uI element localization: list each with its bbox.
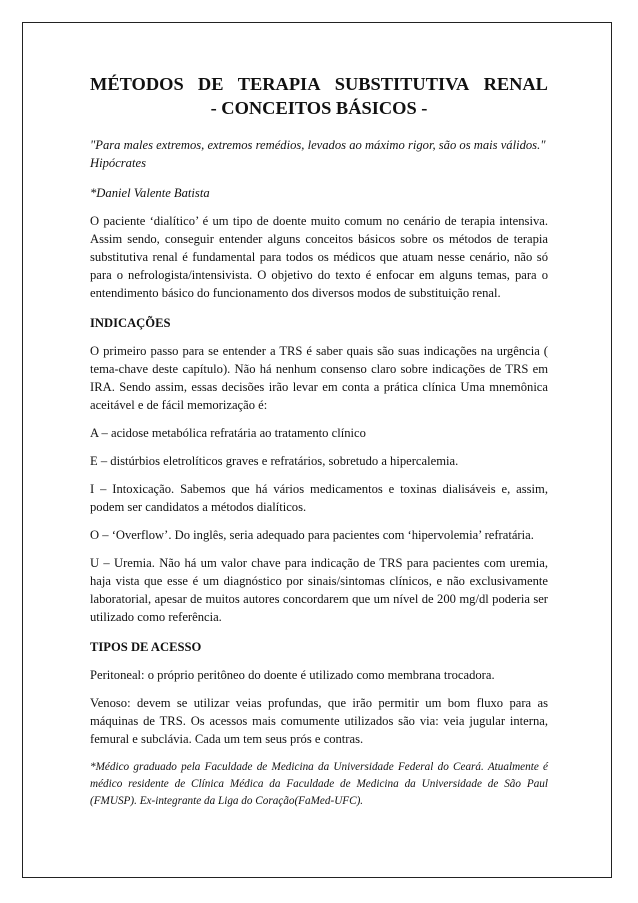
title-word: TERAPIA — [237, 74, 321, 94]
author-footnote: *Médico graduado pela Faculdade de Medicina da Universidade Federal do Ceará. Atualmente é médico residente de Clínica Médica da Faculdade de Medicina da Universidade de São Paul (FMUSP). Ex-integrante da Liga do Coração(FaMed-UFC). — [90, 761, 548, 807]
document-body — [90, 72, 548, 810]
mnemonic-item-o: O – ‘Overflow’. Do inglês, seria adequado para pacientes com ‘hipervolemia’ refratária. — [90, 528, 534, 542]
acesso-venoso-paragraph: Venoso: devem se utilizar veias profundas, que irão permitir um bom fluxo para as máquinas de TRS. Os acessos mais comumente utilizados são via: veia jugular interna, femural e subclávia. Cada um tem seus prós e contras. — [90, 696, 548, 746]
title-word: DE — [197, 74, 224, 94]
title-word: RENAL — [483, 74, 548, 94]
title-word: MÉTODOS — [90, 74, 184, 94]
epigraph — [90, 136, 548, 172]
indicacoes-paragraph: O primeiro passo para se entender a TRS é saber quais são suas indicações na urgência ( tema-chave deste capítulo). Não há nenhum consenso claro sobre indicações de TRS em IRA. Sendo assim, essas decisões irão levar em conta a prática clínica Uma mnemônica aceitável e de fácil memorização é: — [90, 344, 548, 412]
acesso-peritoneal-paragraph: Peritoneal: o próprio peritôneo do doente é utilizado como membrana trocadora. — [90, 668, 495, 682]
section-heading-acesso: TIPOS DE ACESSO — [90, 640, 202, 654]
author-name: *Daniel Valente Batista — [90, 186, 210, 200]
mnemonic-item-e: E – distúrbios eletrolíticos graves e refratários, sobretudo a hipercalemia. — [90, 454, 459, 468]
title-line-2: - CONCEITOS BÁSICOS - — [210, 98, 428, 118]
epigraph-quote: "Para males extremos, extremos remédios, levados ao máximo rigor, são os mais válidos." — [90, 138, 546, 152]
mnemonic-item-a: A – acidose metabólica refratária ao tratamento clínico — [90, 426, 366, 440]
mnemonic-item-i: I – Intoxicação. Sabemos que há vários medicamentos e toxinas dialisáveis e, assim, podem ser candidatos a métodos dialíticos. — [90, 482, 548, 514]
title-line-1 — [90, 72, 548, 96]
section-heading-indicacoes: INDICAÇÕES — [90, 316, 171, 330]
intro-paragraph: O paciente ‘dialítico’ é um tipo de doente muito comum no cenário de terapia intensiva. Assim sendo, conseguir entender alguns conceitos básicos sobre os métodos de terapia substitutiva renal é fundamental para todos os médicos que atuam nesse cenário, não só para o nefrologista/intensivista. O objetivo do texto é enfocar em alguns temas, para o entendimento básico do funcionamento dos diversos modos de substituição renal. — [90, 214, 548, 300]
mnemonic-item-u: U – Uremia. Não há um valor chave para indicação de TRS para pacientes com uremia, haja vista que esse é um diagnóstico por sinais/sintomas clínicos, e não exclusivamente laboratorial, apesar de muitos autores concordarem que um nível de 200 mg/dl poderia ser utilizado como referência. — [90, 556, 548, 624]
epigraph-source: Hipócrates — [90, 156, 146, 170]
title-word: SUBSTITUTIVA — [334, 74, 470, 94]
document-title — [90, 72, 548, 120]
